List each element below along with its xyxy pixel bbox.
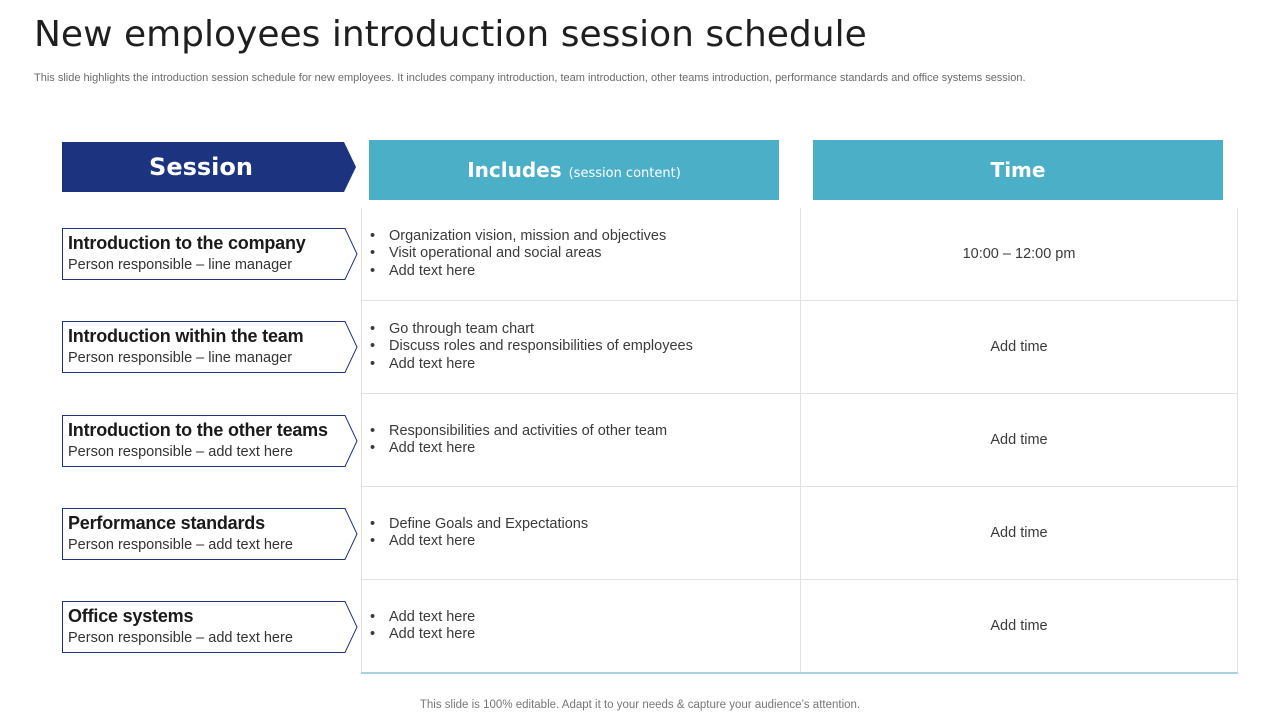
list-item: • Add text here [370, 263, 790, 281]
includes-column-header [369, 140, 779, 200]
time-cell [801, 580, 1237, 672]
session-name: Introduction to the other teams [68, 420, 328, 440]
includes-cell [370, 487, 790, 579]
list-item: • Add text here [370, 440, 790, 458]
time-value: Add time [990, 618, 1048, 634]
session-label-company [62, 228, 358, 280]
session-label-other-teams [62, 415, 358, 467]
includes-header-sublabel: (session content) [568, 166, 681, 181]
list-item: • Go through team chart [370, 321, 790, 339]
footer-note: This slide is 100% editable. Adapt it to your needs & capture your audience’s attention. [419, 699, 861, 711]
includes-list [370, 516, 790, 551]
list-item: • Visit operational and social areas [370, 245, 790, 263]
list-item: • Define Goals and Expectations [370, 516, 790, 534]
session-name: Introduction within the team [68, 326, 304, 346]
includes-cell [370, 580, 790, 672]
session-name: Office systems [68, 606, 194, 626]
time-value: Add time [990, 432, 1048, 448]
includes-list [370, 609, 790, 644]
time-cell [801, 487, 1237, 579]
time-cell [801, 208, 1237, 300]
time-column-header [813, 140, 1223, 200]
session-responsible: Person responsible – add text here [68, 537, 293, 553]
list-item: • Add text here [370, 609, 790, 627]
page-subtitle: This slide highlights the introduction session schedule for new employees. It includes company introduction, team introduction, other teams introduction, performance standards and office systems session. [34, 72, 1026, 84]
session-responsible: Person responsible – line manager [68, 257, 293, 273]
session-label-office-systems [62, 601, 358, 653]
session-column-header [62, 142, 356, 192]
time-header-label: Time [990, 158, 1046, 182]
includes-cell [370, 208, 790, 300]
includes-cell [370, 394, 790, 486]
list-item: • Responsibilities and activities of other team [370, 423, 790, 441]
session-header-label: Session [149, 153, 253, 181]
session-name: Introduction to the company [68, 233, 306, 253]
list-item: • Discuss roles and responsibilities of employees [370, 338, 790, 356]
session-responsible: Person responsible – add text here [68, 630, 293, 646]
includes-list [370, 423, 790, 458]
session-label-team [62, 321, 358, 373]
table-bottom-border [361, 672, 1238, 674]
time-cell [801, 301, 1237, 393]
time-value: Add time [990, 525, 1048, 541]
includes-header-label: Includes [467, 158, 562, 182]
list-item: • Add text here [370, 356, 790, 374]
time-value: Add time [990, 339, 1048, 355]
time-value: 10:00 – 12:00 pm [962, 246, 1076, 262]
includes-cell [370, 301, 790, 393]
session-label-performance [62, 508, 358, 560]
includes-list [370, 228, 790, 281]
list-item: • Organization vision, mission and objectives [370, 228, 790, 246]
list-item: • Add text here [370, 533, 790, 551]
session-name: Performance standards [68, 513, 265, 533]
session-responsible: Person responsible – add text here [68, 444, 293, 460]
includes-list [370, 321, 790, 374]
session-responsible: Person responsible – line manager [68, 350, 293, 366]
page-title: New employees introduction session schedule [34, 14, 867, 55]
list-item: • Add text here [370, 626, 790, 644]
time-cell [801, 394, 1237, 486]
